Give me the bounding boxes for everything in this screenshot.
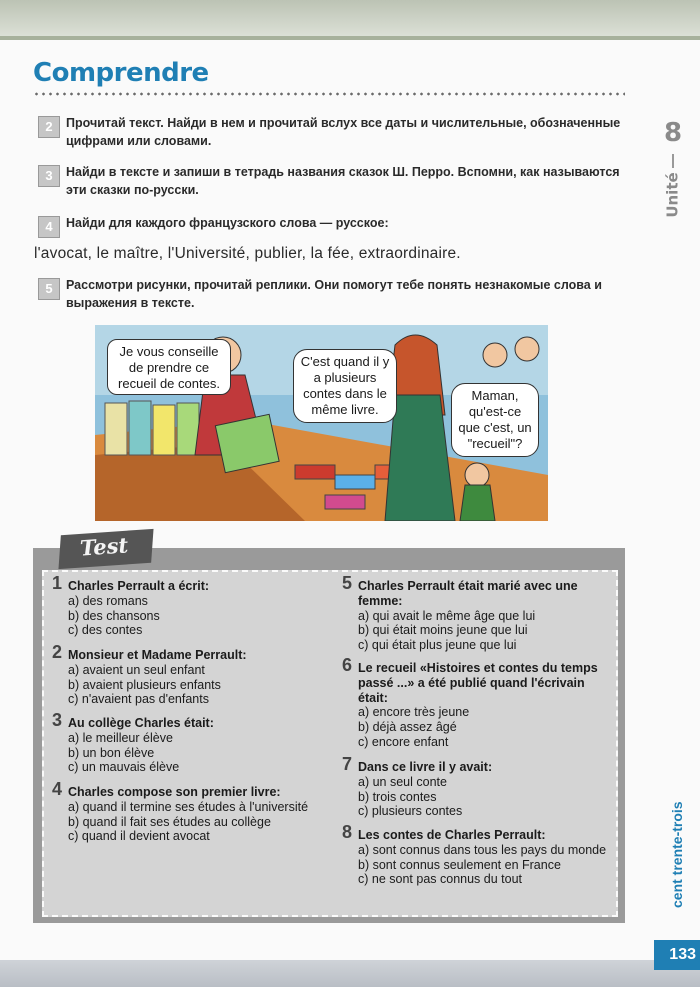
answer-option: c) plusieurs contes: [358, 804, 463, 819]
question-text: Charles Perrault était marié avec une femme:: [358, 579, 578, 608]
question-number: 4: [52, 779, 63, 799]
top-band: [0, 0, 700, 40]
question-number: 6: [342, 655, 353, 675]
answer-option: b) qui était moins jeune que lui: [358, 623, 528, 638]
illustration: [95, 325, 548, 521]
answer-option: c) quand il devient avocat: [68, 829, 210, 844]
task-5: [38, 276, 623, 312]
question-text: Le recueil «Histoires et contes du temps passé ...» a été publié quand l'écrivain était:: [358, 661, 598, 705]
unit-label: Unité: [663, 172, 682, 218]
speech-bubble-1: Je vous conseille de prendre ce recueil de contes.: [107, 339, 231, 395]
test-label: Test: [79, 532, 129, 561]
question-number: 7: [342, 754, 353, 774]
answer-option: b) déjà assez âgé: [358, 720, 457, 735]
task-number: 5: [38, 278, 60, 300]
task-number: 3: [38, 165, 60, 187]
page-number: 133: [654, 940, 700, 970]
question-number: 1: [52, 573, 63, 593]
answer-option: a) quand il termine ses études à l'université: [68, 799, 309, 814]
answer-option: c) qui était plus jeune que lui: [358, 638, 517, 653]
question-text: Charles compose son premier livre:: [68, 785, 281, 799]
task-3: [38, 163, 623, 199]
question-6: [342, 655, 610, 750]
question-text: Les contes de Charles Perrault:: [358, 828, 546, 842]
answer-option: c) un mauvais élève: [68, 760, 180, 775]
dotted-divider: [33, 92, 625, 96]
question-8: [342, 822, 610, 887]
question-1: [52, 573, 332, 638]
task-number: 2: [38, 116, 60, 138]
task-2: [38, 114, 623, 150]
question-text: Monsieur et Madame Perrault:: [68, 648, 247, 662]
task-text: Рассмотри рисунки, прочитай реплики. Они помогут тебе понять незнакомые слова и выражения в тексте.: [66, 278, 602, 310]
answer-option: b) sont connus seulement en France: [358, 857, 561, 872]
answer-option: a) le meilleur élève: [68, 730, 173, 745]
question-3: [52, 710, 332, 775]
answer-option: b) quand il fait ses études au collège: [68, 814, 271, 829]
question-text: Au collège Charles était:: [68, 716, 214, 730]
question-number: 8: [342, 822, 353, 842]
answer-option: a) un seul conte: [358, 774, 447, 789]
answer-option: a) sont connus dans tous les pays du monde: [358, 842, 607, 857]
task-text: Найди для каждого французского слова — русское:: [66, 216, 389, 230]
page-number-words: cent trente-trois: [669, 801, 685, 908]
side-footer: [657, 780, 697, 930]
task-4: [38, 214, 623, 232]
answer-option: b) trois contes: [358, 789, 437, 804]
question-text: Dans ce livre il y avait:: [358, 760, 493, 774]
answer-option: b) avaient plusieurs enfants: [68, 677, 221, 692]
unit-number: 8: [664, 118, 683, 148]
answer-option: c) n'avaient pas d'enfants: [68, 692, 209, 707]
answer-option: a) avaient un seul enfant: [68, 662, 205, 677]
question-4: [52, 779, 310, 844]
answer-option: a) des romans: [68, 593, 148, 608]
task-text: Прочитай текст. Найди в нем и прочитай вслух все даты и числительные, обозначенные цифрами или словами.: [66, 116, 621, 148]
question-2: [52, 642, 332, 707]
question-text: Charles Perrault a écrit:: [68, 579, 210, 593]
question-number: 5: [342, 573, 353, 593]
task-number: 4: [38, 216, 60, 238]
answer-option: b) des chansons: [68, 608, 160, 623]
answer-option: c) des contes: [68, 623, 143, 638]
task-text: Найди в тексте и запиши в тетрадь названия сказок Ш. Перро. Вспомни, как называются эти сказки по-русски.: [66, 165, 620, 197]
answer-option: a) encore très jeune: [358, 705, 470, 720]
unit-marker: [658, 120, 696, 220]
bottom-band: [0, 960, 700, 987]
answer-option: c) ne sont pas connus du tout: [358, 872, 522, 887]
question-number: 2: [52, 642, 63, 662]
answer-option: a) qui avait le même âge que lui: [358, 608, 536, 623]
question-number: 3: [52, 710, 63, 730]
unit-divider: [672, 154, 674, 168]
section-heading: Comprendre: [33, 58, 209, 88]
answer-option: c) encore enfant: [358, 734, 449, 749]
question-5: [342, 573, 610, 653]
speech-bubble-3: Maman, qu'est-ce que c'est, un "recueil"?: [451, 383, 539, 457]
answer-option: b) un bon élève: [68, 745, 155, 760]
speech-bubble-2: C'est quand il y a plusieurs contes dans le même livre.: [293, 349, 397, 423]
question-7: [342, 754, 610, 819]
french-words: l'avocat, le maître, l'Université, publier, la fée, extraordinaire.: [34, 245, 461, 262]
